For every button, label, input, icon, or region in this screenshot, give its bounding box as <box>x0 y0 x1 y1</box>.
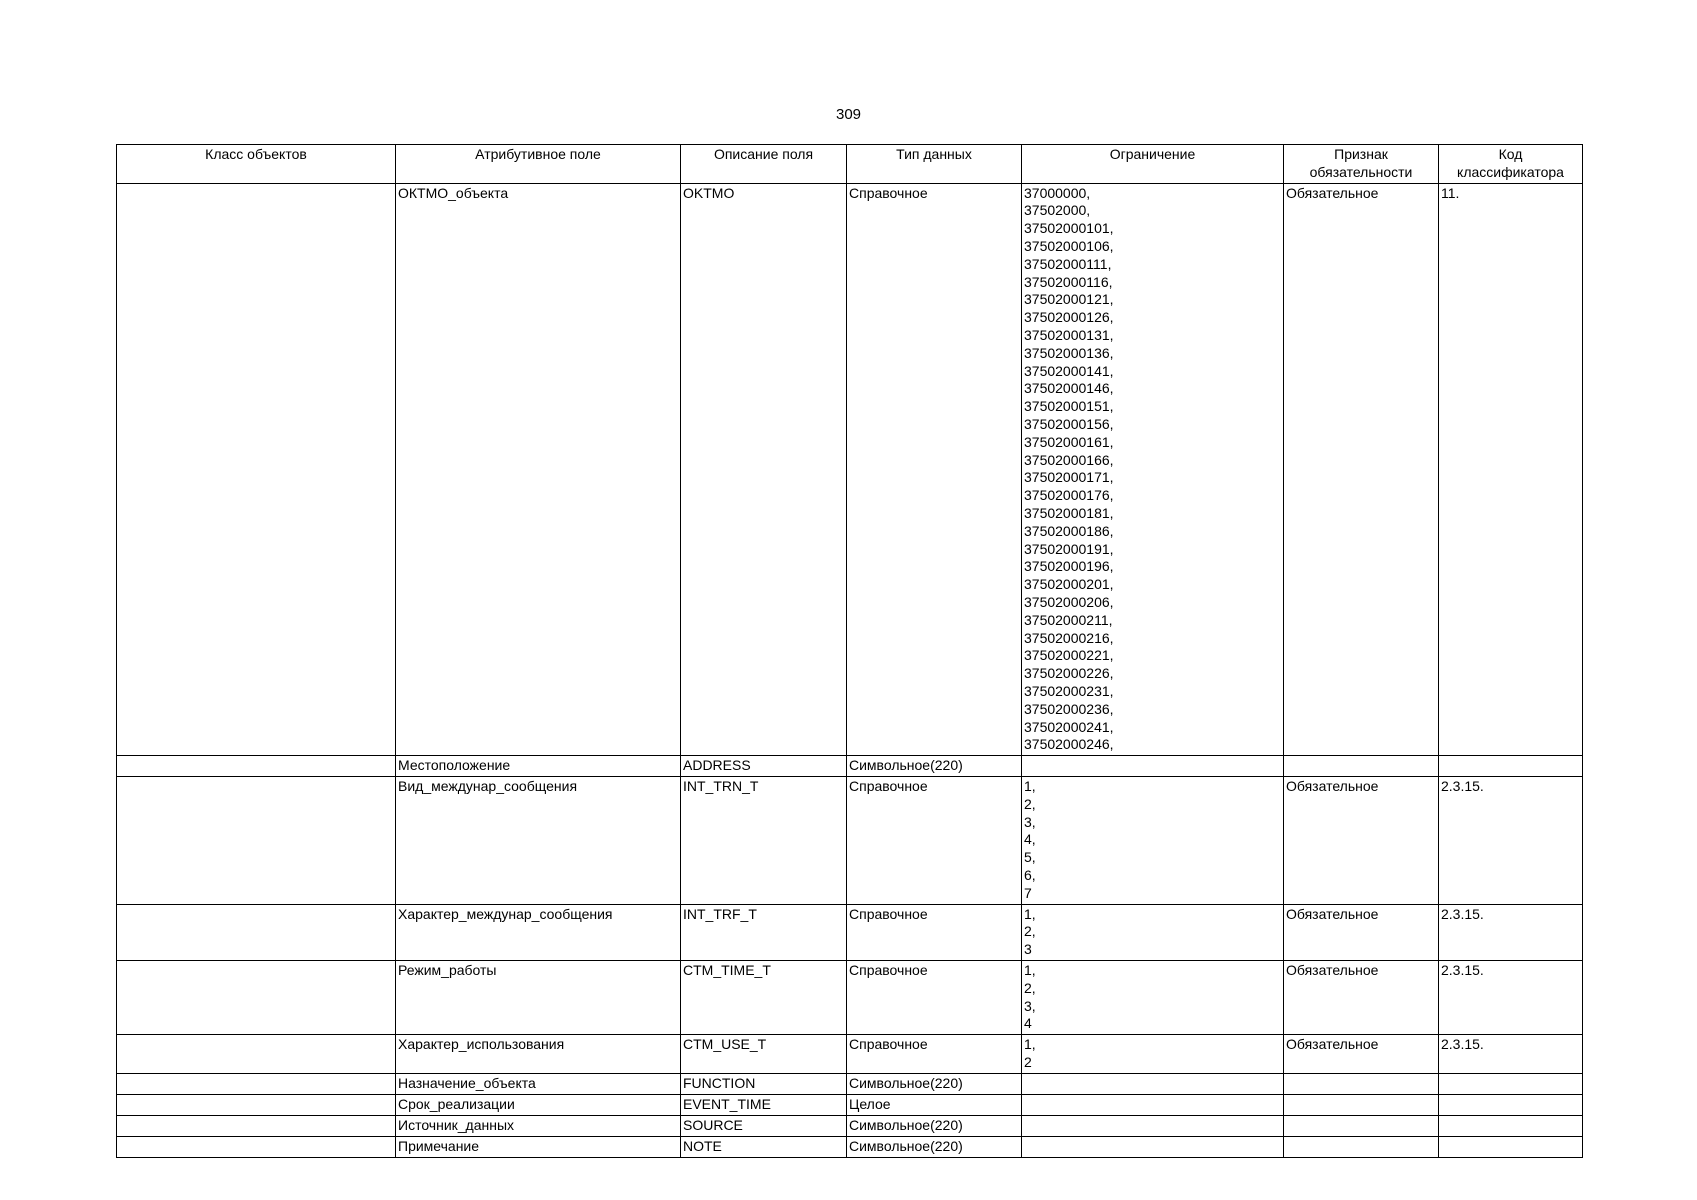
restriction-value: 2, <box>1024 979 1036 996</box>
cell-code: 2.3.15. <box>1439 961 1583 1035</box>
cell-type: Символьное(220) <box>847 1073 1022 1094</box>
header-restriction: Ограничение <box>1022 145 1284 184</box>
cell-required: Обязательное <box>1284 1035 1439 1074</box>
restriction-value: 37502000111, <box>1024 255 1112 272</box>
restriction-value: 37502000161, <box>1024 433 1114 450</box>
header-required-line: Признак <box>1334 146 1388 162</box>
restriction-value: 5, <box>1024 849 1036 866</box>
cell-field: Примечание <box>396 1136 681 1157</box>
cell-required <box>1284 1073 1439 1094</box>
table-row <box>117 777 1583 905</box>
cell-code <box>1439 1115 1583 1136</box>
cell-restriction <box>1022 961 1284 1035</box>
restriction-value: 7 <box>1024 884 1032 901</box>
restriction-value: 37502000226, <box>1024 665 1114 682</box>
restriction-value: 37502000, <box>1024 202 1091 219</box>
cell-description: EVENT_TIME <box>681 1094 847 1115</box>
cell-type: Справочное <box>847 961 1022 1035</box>
restriction-value: 1, <box>1024 1036 1036 1053</box>
table-row <box>117 904 1583 960</box>
cell-required: Обязательное <box>1284 777 1439 905</box>
cell-class <box>117 904 396 960</box>
restriction-value: 37502000231, <box>1024 682 1114 699</box>
cell-required <box>1284 1094 1439 1115</box>
cell-restriction <box>1022 1073 1284 1094</box>
cell-class <box>117 183 396 756</box>
header-description: Описание поля <box>681 145 847 184</box>
header-type: Тип данных <box>847 145 1022 184</box>
header-required <box>1284 145 1439 184</box>
cell-code: 2.3.15. <box>1439 777 1583 905</box>
cell-field: Источник_данных <box>396 1115 681 1136</box>
cell-class <box>117 1115 396 1136</box>
restriction-value: 3, <box>1024 997 1036 1014</box>
cell-class <box>117 756 396 777</box>
restriction-value: 37502000246, <box>1024 736 1114 753</box>
cell-type: Справочное <box>847 904 1022 960</box>
table-header-row <box>117 145 1583 184</box>
cell-restriction <box>1022 904 1284 960</box>
cell-required: Обязательное <box>1284 961 1439 1035</box>
cell-class <box>117 961 396 1035</box>
header-code <box>1439 145 1583 184</box>
cell-type: Справочное <box>847 183 1022 756</box>
cell-class <box>117 1136 396 1157</box>
table-row <box>117 1073 1583 1094</box>
table-row <box>117 1115 1583 1136</box>
restriction-value: 37502000136, <box>1024 344 1114 361</box>
cell-restriction <box>1022 1094 1284 1115</box>
cell-code <box>1439 1136 1583 1157</box>
table-body <box>117 183 1583 1157</box>
cell-type: Символьное(220) <box>847 1115 1022 1136</box>
cell-required <box>1284 756 1439 777</box>
cell-description: CTM_TIME_T <box>681 961 847 1035</box>
cell-required: Обязательное <box>1284 904 1439 960</box>
restriction-value: 2 <box>1024 1054 1032 1071</box>
cell-type: Справочное <box>847 777 1022 905</box>
cell-description: OKTMO <box>681 183 847 756</box>
cell-class <box>117 777 396 905</box>
cell-code <box>1439 1094 1583 1115</box>
header-field: Атрибутивное поле <box>396 145 681 184</box>
cell-restriction <box>1022 777 1284 905</box>
attribute-table <box>116 144 1583 1158</box>
restriction-value: 37502000206, <box>1024 593 1114 610</box>
restriction-value: 3 <box>1024 941 1032 958</box>
header-code-line: Код <box>1498 146 1523 162</box>
restriction-value: 37502000221, <box>1024 647 1114 664</box>
cell-field: Местоположение <box>396 756 681 777</box>
cell-description: ADDRESS <box>681 756 847 777</box>
header-class: Класс объектов <box>117 145 396 184</box>
restriction-value: 37502000241, <box>1024 718 1114 735</box>
header-required-line: обязательности <box>1309 163 1413 180</box>
table-row <box>117 756 1583 777</box>
restriction-value: 37502000121, <box>1024 291 1114 308</box>
cell-restriction <box>1022 756 1284 777</box>
cell-description: FUNCTION <box>681 1073 847 1094</box>
restriction-value: 2, <box>1024 923 1036 940</box>
restriction-value: 1, <box>1024 778 1036 795</box>
restriction-value: 1, <box>1024 905 1036 922</box>
restriction-value: 37502000166, <box>1024 451 1114 468</box>
cell-field: ОКТМО_объекта <box>396 183 681 756</box>
cell-restriction <box>1022 183 1284 756</box>
cell-description: SOURCE <box>681 1115 847 1136</box>
header-code-line: классификатора <box>1457 163 1564 180</box>
cell-code: 11. <box>1439 183 1583 756</box>
restriction-value: 37502000171, <box>1024 469 1114 486</box>
restriction-value: 37502000131, <box>1024 326 1114 343</box>
cell-restriction <box>1022 1136 1284 1157</box>
cell-description: CTM_USE_T <box>681 1035 847 1074</box>
cell-type: Целое <box>847 1094 1022 1115</box>
cell-field: Режим_работы <box>396 961 681 1035</box>
restriction-value: 3, <box>1024 813 1036 830</box>
cell-type: Справочное <box>847 1035 1022 1074</box>
restriction-value: 37000000, <box>1024 184 1091 201</box>
cell-required: Обязательное <box>1284 183 1439 756</box>
cell-restriction <box>1022 1115 1284 1136</box>
restriction-value: 37502000211, <box>1024 611 1113 628</box>
cell-code: 2.3.15. <box>1439 1035 1583 1074</box>
cell-field: Назначение_объекта <box>396 1073 681 1094</box>
restriction-value: 37502000216, <box>1024 629 1114 646</box>
cell-field: Срок_реализации <box>396 1094 681 1115</box>
restriction-value: 2, <box>1024 795 1036 812</box>
restriction-value: 37502000186, <box>1024 522 1114 539</box>
cell-code: 2.3.15. <box>1439 904 1583 960</box>
restriction-value: 37502000201, <box>1024 576 1114 593</box>
restriction-value: 37502000101, <box>1024 220 1114 237</box>
restriction-value: 37502000116, <box>1024 273 1113 290</box>
cell-description: INT_TRF_T <box>681 904 847 960</box>
table-row <box>117 1035 1583 1074</box>
page-number: 309 <box>835 106 862 123</box>
restriction-value: 37502000146, <box>1024 380 1114 397</box>
restriction-value: 37502000151, <box>1024 398 1114 415</box>
restriction-value: 37502000176, <box>1024 487 1114 504</box>
cell-description: NOTE <box>681 1136 847 1157</box>
cell-field: Вид_междунар_сообщения <box>396 777 681 905</box>
restriction-value: 6, <box>1024 867 1036 884</box>
restriction-value: 37502000196, <box>1024 558 1114 575</box>
restriction-value: 1, <box>1024 962 1036 979</box>
table-row <box>117 1094 1583 1115</box>
restriction-value: 37502000156, <box>1024 415 1114 432</box>
cell-type: Символьное(220) <box>847 1136 1022 1157</box>
cell-class <box>117 1094 396 1115</box>
cell-code <box>1439 756 1583 777</box>
cell-required <box>1284 1115 1439 1136</box>
restriction-value: 37502000141, <box>1024 362 1114 379</box>
cell-field: Характер_междунар_сообщения <box>396 904 681 960</box>
cell-code <box>1439 1073 1583 1094</box>
restriction-value: 37502000236, <box>1024 700 1114 717</box>
table-row <box>117 961 1583 1035</box>
restriction-value: 4 <box>1024 1015 1032 1032</box>
cell-type: Символьное(220) <box>847 756 1022 777</box>
restriction-value: 37502000181, <box>1024 504 1114 521</box>
cell-field: Характер_использования <box>396 1035 681 1074</box>
table-row <box>117 183 1583 756</box>
restriction-value: 37502000191, <box>1024 540 1114 557</box>
restriction-value: 37502000126, <box>1024 309 1114 326</box>
cell-class <box>117 1035 396 1074</box>
cell-restriction <box>1022 1035 1284 1074</box>
cell-description: INT_TRN_T <box>681 777 847 905</box>
cell-required <box>1284 1136 1439 1157</box>
restriction-value: 37502000106, <box>1024 237 1114 254</box>
cell-class <box>117 1073 396 1094</box>
table-row <box>117 1136 1583 1157</box>
restriction-value: 4, <box>1024 831 1036 848</box>
